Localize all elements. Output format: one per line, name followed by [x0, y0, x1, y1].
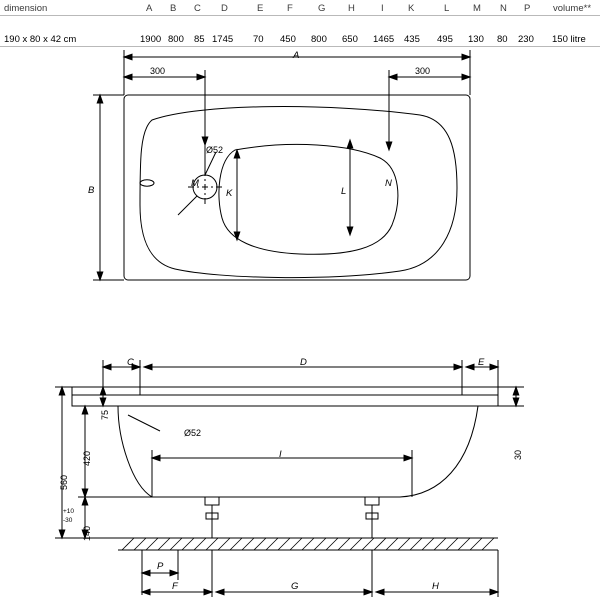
table-header-F: F — [287, 3, 293, 14]
arrow-420-top — [82, 406, 88, 414]
table-cell-B: 800 — [168, 34, 184, 45]
arrow-b-top — [97, 95, 103, 103]
table-data-row — [0, 15, 600, 45]
leg-right-bracket — [365, 497, 379, 505]
label-tol-plus10: +10 — [63, 508, 75, 515]
table-header-row — [0, 0, 600, 15]
label-dim-c: C — [127, 357, 134, 368]
table-header-H: H — [348, 3, 355, 14]
arrow-g-right — [364, 589, 372, 595]
bath-body-profile — [118, 406, 478, 497]
table-cell-H: 650 — [342, 34, 358, 45]
table-cell-C: 85 — [194, 34, 205, 45]
arrow-75-bottom — [100, 398, 106, 406]
table-header-G: G — [318, 3, 326, 14]
label-dim-m: M — [191, 178, 199, 189]
arrow-m — [202, 137, 208, 145]
drain-leader — [178, 196, 197, 215]
arrow-p-right — [170, 570, 178, 576]
label-drain-diameter: Ø52 — [206, 145, 224, 155]
arrow-g-left — [216, 589, 224, 595]
table-header-K: K — [408, 3, 415, 14]
table-cell-I: 1465 — [373, 34, 395, 45]
table-header-dimension: dimension — [4, 3, 48, 14]
dimension-table — [0, 0, 600, 45]
arrow-300l-right — [197, 74, 205, 80]
arrow-h-right — [490, 589, 498, 595]
table-header-L: L — [444, 3, 450, 14]
bath-inner-rim — [140, 107, 457, 278]
label-dim-a: A — [293, 50, 300, 61]
arrow-f-right — [204, 589, 212, 595]
arrow-i-right — [404, 455, 412, 461]
arrow-l-bottom — [347, 227, 353, 235]
arrow-e-right — [490, 364, 498, 370]
table-cell-size: 190 x 80 x 42 cm — [4, 34, 77, 45]
table-cell-volume: 150 litre — [552, 34, 586, 45]
label-dim-b: B — [88, 185, 95, 196]
arrow-75-top — [100, 387, 106, 395]
table-header-B: B — [170, 3, 177, 14]
label-h75: 75 — [100, 409, 110, 420]
arrow-300r-right — [462, 74, 470, 80]
arrow-n — [386, 142, 392, 150]
bath-well-outline — [219, 144, 398, 254]
overflow-opening — [140, 180, 154, 186]
arrow-k-bottom — [234, 232, 240, 240]
table-header-A: A — [146, 3, 153, 14]
label-dim-g: G — [291, 581, 299, 592]
arrow-140-top — [82, 497, 88, 505]
label-dim-f: F — [172, 581, 178, 592]
label-h140: 140 — [82, 525, 92, 541]
bath-outer-outline — [124, 95, 470, 280]
label-h560: 560 — [59, 474, 69, 490]
arrow-f-left — [142, 589, 150, 595]
arrow-k-top — [234, 150, 240, 158]
arrow-300l-left — [124, 74, 132, 80]
table-cell-M: 130 — [468, 34, 484, 45]
label-dim-k: K — [226, 188, 233, 199]
table-header-D: D — [221, 3, 228, 14]
table-cell-D: 1745 — [212, 34, 234, 45]
table-cell-F: 450 — [280, 34, 296, 45]
label-overflow-diameter: Ø52 — [184, 428, 202, 438]
arrow-300r-left — [389, 74, 397, 80]
arrow-a-right — [462, 54, 470, 60]
label-dim-e: E — [478, 357, 485, 368]
label-dim-d: D — [300, 357, 307, 368]
side-view-drawing — [0, 345, 600, 605]
arrow-e-left — [466, 364, 474, 370]
arrow-p-left — [142, 570, 150, 576]
label-tol-minus30: -30 — [63, 517, 73, 524]
table-cell-L: 495 — [437, 34, 453, 45]
overflow-leader — [128, 415, 160, 431]
arrow-l-top — [347, 140, 353, 148]
table-header-M: M — [473, 3, 481, 14]
table-cell-A: 1900 — [140, 34, 162, 45]
arrow-d-left — [144, 364, 152, 370]
arrow-560-top — [59, 387, 65, 395]
label-offset-left: 300 — [150, 66, 166, 76]
arrow-h-left — [376, 589, 384, 595]
table-cell-E: 70 — [253, 34, 264, 45]
leg-left-bracket — [205, 497, 219, 505]
label-offset-right: 300 — [415, 66, 431, 76]
table-cell-P: 230 — [518, 34, 534, 45]
drain-diameter-leader — [205, 152, 216, 175]
table-cell-K: 435 — [404, 34, 420, 45]
table-header-N: N — [500, 3, 507, 14]
arrow-i-left — [152, 455, 160, 461]
label-h420: 420 — [82, 450, 92, 466]
table-cell-N: 80 — [497, 34, 508, 45]
arrow-a-left — [124, 54, 132, 60]
label-dim-p: P — [157, 561, 164, 572]
table-header-E: E — [257, 3, 264, 14]
arrow-30-top — [513, 387, 519, 395]
label-dim-i: I — [279, 449, 282, 460]
arrow-c-left — [103, 364, 111, 370]
arrow-d-right — [454, 364, 462, 370]
label-dim-h: H — [432, 581, 439, 592]
arrow-b-bottom — [97, 272, 103, 280]
table-header-P: P — [524, 3, 531, 14]
bath-rim-slab — [72, 395, 498, 406]
label-dim-n: N — [385, 178, 392, 189]
table-header-volume: volume** — [553, 3, 592, 14]
table-cell-G: 800 — [311, 34, 327, 45]
table-header-C: C — [194, 3, 201, 14]
label-h30: 30 — [513, 449, 523, 460]
table-header-I: I — [381, 3, 384, 14]
arrow-30-bottom — [513, 398, 519, 406]
label-dim-l: L — [341, 186, 347, 197]
arrow-560-bottom — [59, 530, 65, 538]
